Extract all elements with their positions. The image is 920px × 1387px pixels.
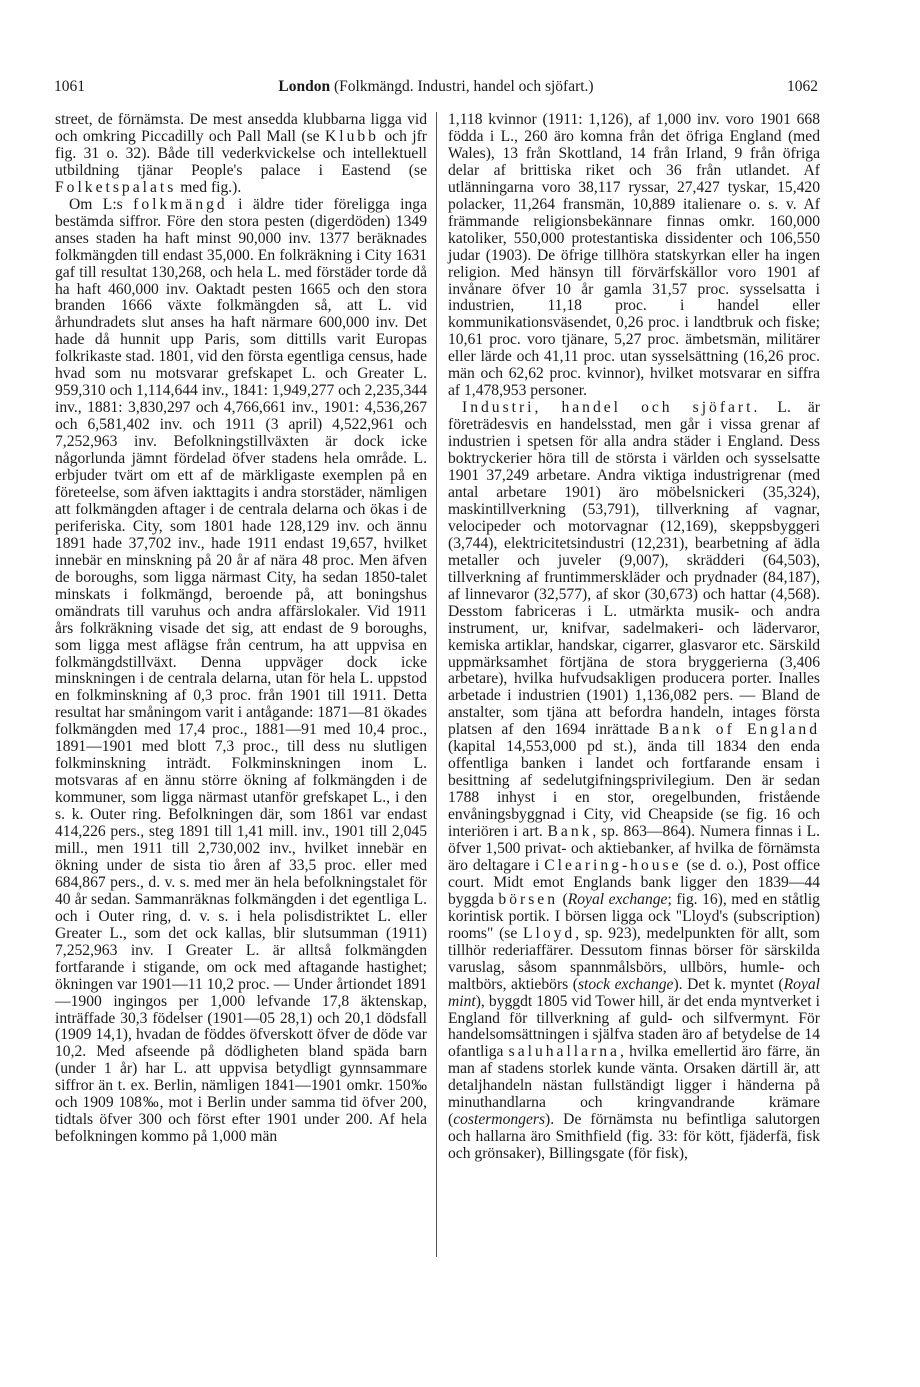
italic-term: Royal exchange <box>567 890 668 908</box>
cross-reference: Folketspalats <box>55 178 177 196</box>
text-run: ). De förnämsta nu befintliga salutorgen och hallarna äro Smithfield (fig. 33: för kött, fjäderfä, fisk och grönsaker), Billingsgate (för fisk), <box>448 1111 820 1163</box>
right-column <box>448 112 820 1163</box>
text-run: (kapital 14,553,000 pd st.), ända till 1834 den enda offentliga banken i landet och fortfarande ensam i besittning af sedelutgifningsprivilegium. Den är sedan 1788 inhyst i en stor, oregelbunden, fristående envåningsbyggnad i City, vid Cheapside (se fig. 16 och interiören i art. <box>448 738 820 841</box>
text-run: , sp. 923), medelpunkten för allt, som tillhör rederiaffärer. Dessutom finnas börser för särskilda varuslag, såsom spannmålsbörs, ullbörs, humle- och maltbörs, aktiebörs ( <box>448 924 820 993</box>
text-run: , sp. 863—864). Numera finnas i L. öfver 1,500 privat- och aktiebanker, af hvilka de förnämsta äro deltagare i <box>448 823 821 874</box>
page-number-right: 1062 <box>787 78 818 95</box>
text-run: och jfr fig. 31 o. 32). Både till vederkvickelse och intellektuell utbildning tjänar People's palace i Eastend (se <box>55 127 427 179</box>
italic-term: Royal mint <box>448 975 820 1010</box>
cross-reference: Clearing-house <box>544 856 682 874</box>
running-head <box>54 78 818 96</box>
text-run: , hvilka emellertid äro färre, än man af stadens storlek kunde vänta. Orsaken därtill är, att detaljhandeln nästan fullständigt ligger i händerna på minuthandlarna och kringvandrande krämare ( <box>448 1043 820 1129</box>
emphasis: börsen <box>498 890 558 908</box>
paragraph <box>448 400 820 1163</box>
cross-reference: Bank <box>547 823 593 841</box>
text-run: ( <box>558 890 568 908</box>
text-run: ). Det k. myntet ( <box>673 975 784 993</box>
section-keyword: folkmängd <box>133 195 228 213</box>
text-run: 1,118 kvinnor (1911: 1,126), af 1,000 inv. voro 1901 668 födda i L., 260 äro komna från det öfriga England (med Wales), 13 från Skottland, 14 från Irland, 9 från öfriga delar af brittiska riket och 36 från utlandet. Af utlänningarna voro 38,117 ryssar, 27,427 tyskar, 15,420 polacker, 11,264 fransmän, 10,889 italienare o. s. v. Af främmande religionsbekännare finnas omkr. 160,000 katoliker, 550,000 protestantiska dissidenter och 106,550 judar (1903). De öfrige tillhöra statskyrkan eller ha ingen religion. Med hänsyn till förvärfskällor voro 1901 af invånare öfver 10 år gamla 31,57 proc. sysselsatta i industrien, 11,18 proc. i handel eller kommunikationsväsendet, 0,26 proc. i landtbruk och fiske; 10,61 proc. voro tjänare, 5,27 proc. ämbetsmän, militärer eller lärde och 41,11 proc. utan sysselsättning (16,26 proc. män och 62,62 proc. kvinnor), hvilket motsvarar en siffra af 1,478,953 personer. <box>448 111 820 400</box>
emphasis: Bank of England <box>658 721 820 739</box>
text-run: (se d. o.), Post office court. Midt emot Englands bank ligger den 1839—44 byggda <box>448 856 820 908</box>
text-run: ; fig. 16), med en ståtlig korintisk portik. I börsen ligga ock "Lloyd's (subscription) rooms" (se <box>448 890 820 942</box>
paragraph <box>55 197 427 1146</box>
text-run: ), byggdt 1805 vid Tower hill, är det enda myntverket i England för tillverkning af guld- och silfvermynt. För handelsomsättningen i själfva staden äro af betydelse de 14 ofantliga <box>448 992 820 1061</box>
text-run: Om L:s <box>69 195 123 213</box>
cross-reference: Klubb <box>324 127 379 145</box>
italic-term: stock exchange <box>577 975 674 993</box>
text-run: L. är företrädesvis en handelsstad, men går i vissa grenar af industrien i spetsen för alla andra städer i England. Dess boktryckerier höra till de största i världen och sysselsatte 1901 37,249 arbetare. Andra viktiga industrigrenar (med antal arbetare 1901) äro möbelsnickeri (35,324), maskintillverkning (53,791), tillverkning af vagnar, velocipeder och motorvagnar (12,169), skeppsbyggeri (3,744), elektricitetsindustri (12,231), bearbetning af ädla metaller och juveler (9,007), skrädderi (64,503), tillverkning af fruntimmerskläder och prydnader (84,187), af linnevaror (32,577), af skor (30,673) och hattar (4,568). Desstom fabriceras i L. utmärkta musik- och andra instrument, ur, knifvar, sadelmakeri- och lädervaror, kemiska artiklar, handskar, cigarrer, glasvaror etc. Särskild uppmärksamhet förtjäna de stora bryggerierna (3,406 arbetare), hvilka hufvudsakligen producera porter. Inalles arbetade i industrien (1901) 1,136,082 pers. — Bland de anstalter, som tjäna att befordra handeln, intages första platsen af den 1694 inrättade <box>448 399 821 739</box>
italic-term: costermongers <box>453 1111 546 1129</box>
paragraph <box>55 112 427 197</box>
text-run: med fig.). <box>176 178 242 196</box>
running-head-title: London <box>278 78 331 95</box>
page-number-left: 1061 <box>54 78 85 95</box>
paragraph <box>448 112 820 400</box>
emphasis: saluhallarna <box>508 1043 620 1061</box>
left-column <box>55 112 427 1146</box>
running-head-subtitle: (Folkmängd. Industri, handel och sjöfart.) <box>330 78 594 95</box>
page-header <box>54 78 818 102</box>
section-keyword: Industri, handel och sjöfart. <box>462 399 761 417</box>
cross-reference: Lloyd <box>522 924 576 942</box>
column-divider <box>436 112 437 1257</box>
text-run: i äldre tider föreligga inga bestämda siffror. Före den stora pesten (digerdöden) 1349 anses staden ha haft minst 90,000 inv. 1377 beräknades folkmängden till endast 35,000. En folkräkning i City 1631 gaf till resultat 130,268, och hela L. med förstäder torde då ha haft 460,000 inv. Oaktadt pesten 1665 och den stora branden 1666 växte folkmängden så, att L. vid århundradets slut anses ha haft närmare 600,000 inv. Det hade då hunnit upp Paris, som dittills varit Europas folkrikaste stad. 1801, vid den första egentliga census, hade hvad som nu motsvarar grefskapet L. och Greater L. 959,310 och 1,114,644 inv., 1841: 1,949,277 och 2,235,344 inv., 1881: 3,830,297 och 4,766,661 inv., 1901: 4,536,267 och 6,581,402 inv. och 1911 (3 april) 4,522,961 och 7,252,963 inv. Befolkningstillväxten är dock icke någorlunda jämnt fördelad öfver stadens hela område. L. erbjuder tvärt om ett af de märkligaste exemplen på en företeelse, som äfven iakttagits i andra storstäder, nämligen att folkmängden aftager i de centrala delarna och ökas i de periferiska. City, som 1801 hade 128,129 inv. och ännu 1891 hade 37,702 inv., hade 1911 endast 19,657, hvilket innebär en minskning på 20 år af nära 48 proc. Men äfven de boroughs, som ligga närmast City, ha sedan 1850-talet minskats i folkmängd, beroende på, att boningshus omändrats till varuhus och andra affärslokaler. Vid 1911 års folkräkning visade det sig, att endast de 9 boroughs, som ligga mest aflägse från centrum, ha att uppvisa en folkmängdstillväxt. Denna uppväger dock icke minskningen i de centrala delarna, utan för hela L. uppstod en folkminskning af 0,3 proc. från 1901 till 1911. Detta resultat har småningom varit i antågande: 1871—81 ökades folkmängden med 17,4 proc., 1881—91 med 10,4 proc., 1891—1901 med blott 7,3 proc., till dess nu slutligen folkminskning inträdt. Folkminskningen inom L. motsvaras af en ännu större ökning af folkmängden i de kommuner, som ligga närmast utanför grefskapet L., i den s. k. Outer ring. Befolkningen där, som 1861 var endast 414,226 pers., steg 1891 till 1,41 mill. inv., 1901 till 2,045 mill., men 1911 till 2,730,002 inv., hvilket innebär en ökning under de sista tio åren af 33,5 proc. eller med 684,867 pers., d. v. s. med mer än hela befolkningstalet för 40 år sedan. Sammanräknas folkmängden i det egentliga L. och i Outer ring, d. v. s. i hela polisdistriktet L. eller Greater L., som det ock kallas, blir slutsumman (1911) 7,252,963 inv. I Greater L. är alltså folkmängden fortfarande i stigande, om ock med aftagande hastighet; ökningen var 1901—11 10,2 proc. — Under årtiondet 1891—1900 ingingos per 1,000 lefvande 17,8 äktenskap, inträffade 30,3 födelser (1901—05 28,1) och 20,1 dödsfall (1909 14,1), hvadan de föddes öfverskott öfver de döde var 10,2. Med afseende på dödligheten bland späda barn (under 1 år) har L. att uppvisa betydligt gynnsammare siffror än t. ex. Berlin, nämligen 1841—1901 omkr. 150‰ och 1909 108‰, mot i Berlin under samma tid öfver 200, tidtals öfver 300 och först efter 1901 under 200. Af hela befolkningen kommo på 1,000 män <box>55 195 427 1146</box>
text-run: street, de förnämsta. De mest ansedda klubbarna ligga vid och omkring Piccadilly och Pall Mall (se <box>55 111 427 145</box>
